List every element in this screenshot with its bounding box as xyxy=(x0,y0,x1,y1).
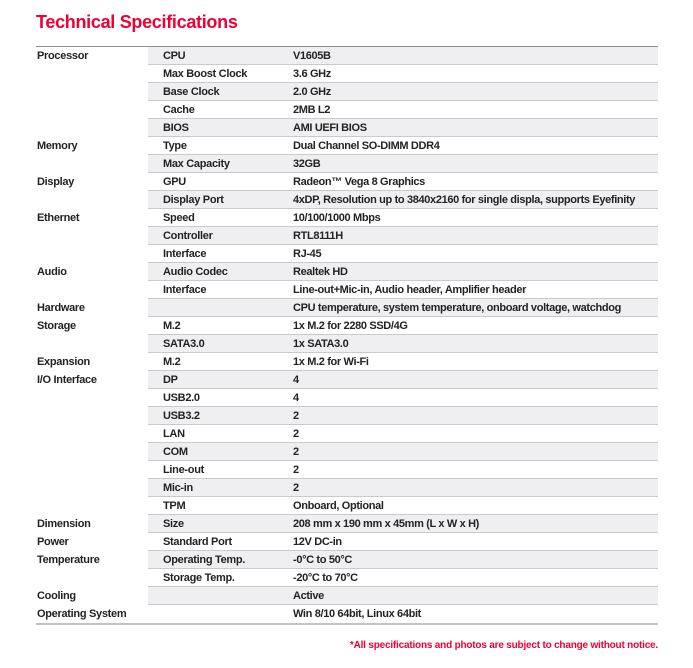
spec-row-cells xyxy=(148,587,658,605)
spec-row-cells xyxy=(148,515,658,533)
category-label xyxy=(36,461,148,479)
spec-value: 2.0 GHz xyxy=(293,85,331,98)
spec-value: 1x SATA3.0 xyxy=(293,337,349,350)
category-label: Storage xyxy=(36,317,148,335)
spec-key: DP xyxy=(163,373,178,386)
table-row xyxy=(36,605,658,623)
category-label xyxy=(36,191,148,209)
table-row xyxy=(36,479,658,497)
table-row xyxy=(36,65,658,83)
table-row xyxy=(36,191,658,209)
spec-row-cells xyxy=(148,425,658,443)
spec-value: 1x M.2 for Wi-Fi xyxy=(293,355,369,368)
spec-value: V1605B xyxy=(293,49,331,62)
spec-row-cells xyxy=(148,263,658,281)
spec-value: 1x M.2 for 2280 SSD/4G xyxy=(293,319,408,332)
spec-key: LAN xyxy=(163,427,185,440)
spec-row-cells xyxy=(148,353,658,371)
spec-value: Radeon™ Vega 8 Graphics xyxy=(293,175,425,188)
spec-row-cells xyxy=(148,119,658,137)
category-label xyxy=(36,65,148,83)
category-label xyxy=(36,119,148,137)
spec-value: AMI UEFI BIOS xyxy=(293,121,367,134)
spec-row-cells xyxy=(148,155,658,173)
category-label xyxy=(36,443,148,461)
spec-value: 4xDP, Resolution up to 3840x2160 for single displa, supports Eyefinity xyxy=(293,193,636,206)
spec-key: TPM xyxy=(163,499,186,512)
page-title: Technical Specifications xyxy=(36,12,238,32)
spec-value: 10/100/1000 Mbps xyxy=(293,211,381,224)
category-label xyxy=(36,83,148,101)
spec-key: Line-out xyxy=(163,463,204,476)
table-row xyxy=(36,173,658,191)
spec-key: Cache xyxy=(163,103,195,116)
spec-value: 208 mm x 190 mm x 45mm (L x W x H) xyxy=(293,517,479,530)
category-label: Power xyxy=(36,533,148,551)
category-label xyxy=(36,155,148,173)
spec-key: M.2 xyxy=(163,355,181,368)
spec-value: 3.6 GHz xyxy=(293,67,331,80)
category-label: Display xyxy=(36,173,148,191)
category-label: Hardware xyxy=(36,299,148,317)
spec-key: M.2 xyxy=(163,319,181,332)
table-row xyxy=(36,155,658,173)
spec-key: Audio Codec xyxy=(163,265,228,278)
spec-row-cells xyxy=(148,605,658,623)
category-label xyxy=(36,497,148,515)
spec-value: 2 xyxy=(293,463,299,476)
category-label xyxy=(36,101,148,119)
spec-row-cells xyxy=(148,371,658,389)
category-label: Processor xyxy=(36,47,148,65)
spec-row-cells xyxy=(148,245,658,263)
category-label: Memory xyxy=(36,137,148,155)
category-label: I/O Interface xyxy=(36,371,148,389)
spec-value: Line-out+Mic-in, Audio header, Amplifier header xyxy=(293,283,527,296)
spec-key: Mic-in xyxy=(163,481,193,494)
table-row xyxy=(36,137,658,155)
spec-row-cells xyxy=(148,479,658,497)
table-row xyxy=(36,47,658,65)
table-row xyxy=(36,209,658,227)
spec-row-cells xyxy=(148,47,658,65)
table-row xyxy=(36,569,658,587)
spec-value: -20°C to 70°C xyxy=(293,571,358,584)
table-row xyxy=(36,443,658,461)
spec-row-cells xyxy=(148,65,658,83)
table-row xyxy=(36,407,658,425)
category-label xyxy=(36,281,148,299)
spec-row-cells xyxy=(148,497,658,515)
spec-value: Realtek HD xyxy=(293,265,348,278)
spec-key: Interface xyxy=(163,247,207,260)
category-label: Cooling xyxy=(36,587,148,605)
spec-key: USB3.2 xyxy=(163,409,200,422)
table-row xyxy=(36,317,658,335)
spec-row-cells xyxy=(148,407,658,425)
table-row xyxy=(36,371,658,389)
spec-value: RTL8111H xyxy=(293,229,343,242)
spec-key: Type xyxy=(163,139,187,152)
table-row xyxy=(36,533,658,551)
spec-row-cells xyxy=(148,299,658,317)
table-row xyxy=(36,299,658,317)
spec-value: 2 xyxy=(293,427,299,440)
spec-value: Active xyxy=(293,589,324,602)
spec-value: 12V DC-in xyxy=(293,535,342,548)
footnote: *All specifications and photos are subject to change without notice. xyxy=(349,640,658,651)
spec-value: 2 xyxy=(293,445,299,458)
spec-row-cells xyxy=(148,137,658,155)
spec-key: Base Clock xyxy=(163,85,220,98)
table-row xyxy=(36,515,658,533)
spec-key: Max Capacity xyxy=(163,157,230,170)
spec-row-cells xyxy=(148,209,658,227)
table-row xyxy=(36,461,658,479)
category-label xyxy=(36,335,148,353)
spec-value: Onboard, Optional xyxy=(293,499,384,512)
table-row xyxy=(36,497,658,515)
spec-value: Win 8/10 64bit, Linux 64bit xyxy=(293,608,421,620)
table-row xyxy=(36,551,658,569)
spec-key: COM xyxy=(163,445,188,458)
spec-key: GPU xyxy=(163,175,186,188)
category-label: Audio xyxy=(36,263,148,281)
table-row xyxy=(36,587,658,605)
spec-row-cells xyxy=(148,533,658,551)
category-label xyxy=(36,245,148,263)
category-label: Ethernet xyxy=(36,209,148,227)
spec-table xyxy=(36,46,658,625)
spec-key: Size xyxy=(163,517,184,530)
spec-value: Dual Channel SO-DIMM DDR4 xyxy=(293,139,440,152)
spec-row-cells xyxy=(148,443,658,461)
spec-value: CPU temperature, system temperature, onboard voltage, watchdog xyxy=(293,301,621,314)
spec-value: 2 xyxy=(293,409,299,422)
spec-value: 2MB L2 xyxy=(293,103,331,116)
spec-key: SATA3.0 xyxy=(163,337,205,350)
spec-key: Operating Temp. xyxy=(163,553,246,566)
spec-key: CPU xyxy=(163,49,186,62)
spec-row-cells xyxy=(148,281,658,299)
table-row xyxy=(36,281,658,299)
spec-key: Interface xyxy=(163,283,207,296)
spec-row-cells xyxy=(148,461,658,479)
table-row xyxy=(36,425,658,443)
spec-row-cells xyxy=(148,173,658,191)
spec-row-cells xyxy=(148,83,658,101)
spec-key: Display Port xyxy=(163,193,224,206)
category-label xyxy=(36,227,148,245)
table-row xyxy=(36,263,658,281)
table-row xyxy=(36,227,658,245)
table-row xyxy=(36,119,658,137)
spec-key: Standard Port xyxy=(163,535,232,548)
spec-value: 4 xyxy=(293,391,299,404)
spec-key: Storage Temp. xyxy=(163,571,235,584)
category-label xyxy=(36,389,148,407)
category-label xyxy=(36,479,148,497)
spec-value: RJ-45 xyxy=(293,247,322,260)
spec-row-cells xyxy=(148,569,658,587)
table-row xyxy=(36,335,658,353)
spec-key: USB2.0 xyxy=(163,391,200,404)
table-row xyxy=(36,389,658,407)
table-row xyxy=(36,83,658,101)
spec-value: 4 xyxy=(293,373,299,386)
spec-key: Controller xyxy=(163,229,213,242)
category-label xyxy=(36,425,148,443)
spec-key: Max Boost Clock xyxy=(163,67,248,80)
spec-key: BIOS xyxy=(163,121,189,134)
spec-row-cells xyxy=(148,551,658,569)
spec-key: Speed xyxy=(163,211,195,224)
spec-value: 2 xyxy=(293,481,299,494)
category-label: Operating System xyxy=(36,605,148,623)
table-row xyxy=(36,245,658,263)
category-label xyxy=(36,569,148,587)
spec-row-cells xyxy=(148,191,658,209)
spec-value: 32GB xyxy=(293,157,321,170)
category-label: Dimension xyxy=(36,515,148,533)
spec-value: -0°C to 50°C xyxy=(293,553,352,566)
spec-row-cells xyxy=(148,227,658,245)
spec-row-cells xyxy=(148,101,658,119)
category-label: Expansion xyxy=(36,353,148,371)
spec-row-cells xyxy=(148,335,658,353)
table-row xyxy=(36,101,658,119)
spec-row-cells xyxy=(148,317,658,335)
category-label xyxy=(36,407,148,425)
category-label: Temperature xyxy=(36,551,148,569)
spec-row-cells xyxy=(148,389,658,407)
table-row xyxy=(36,353,658,371)
